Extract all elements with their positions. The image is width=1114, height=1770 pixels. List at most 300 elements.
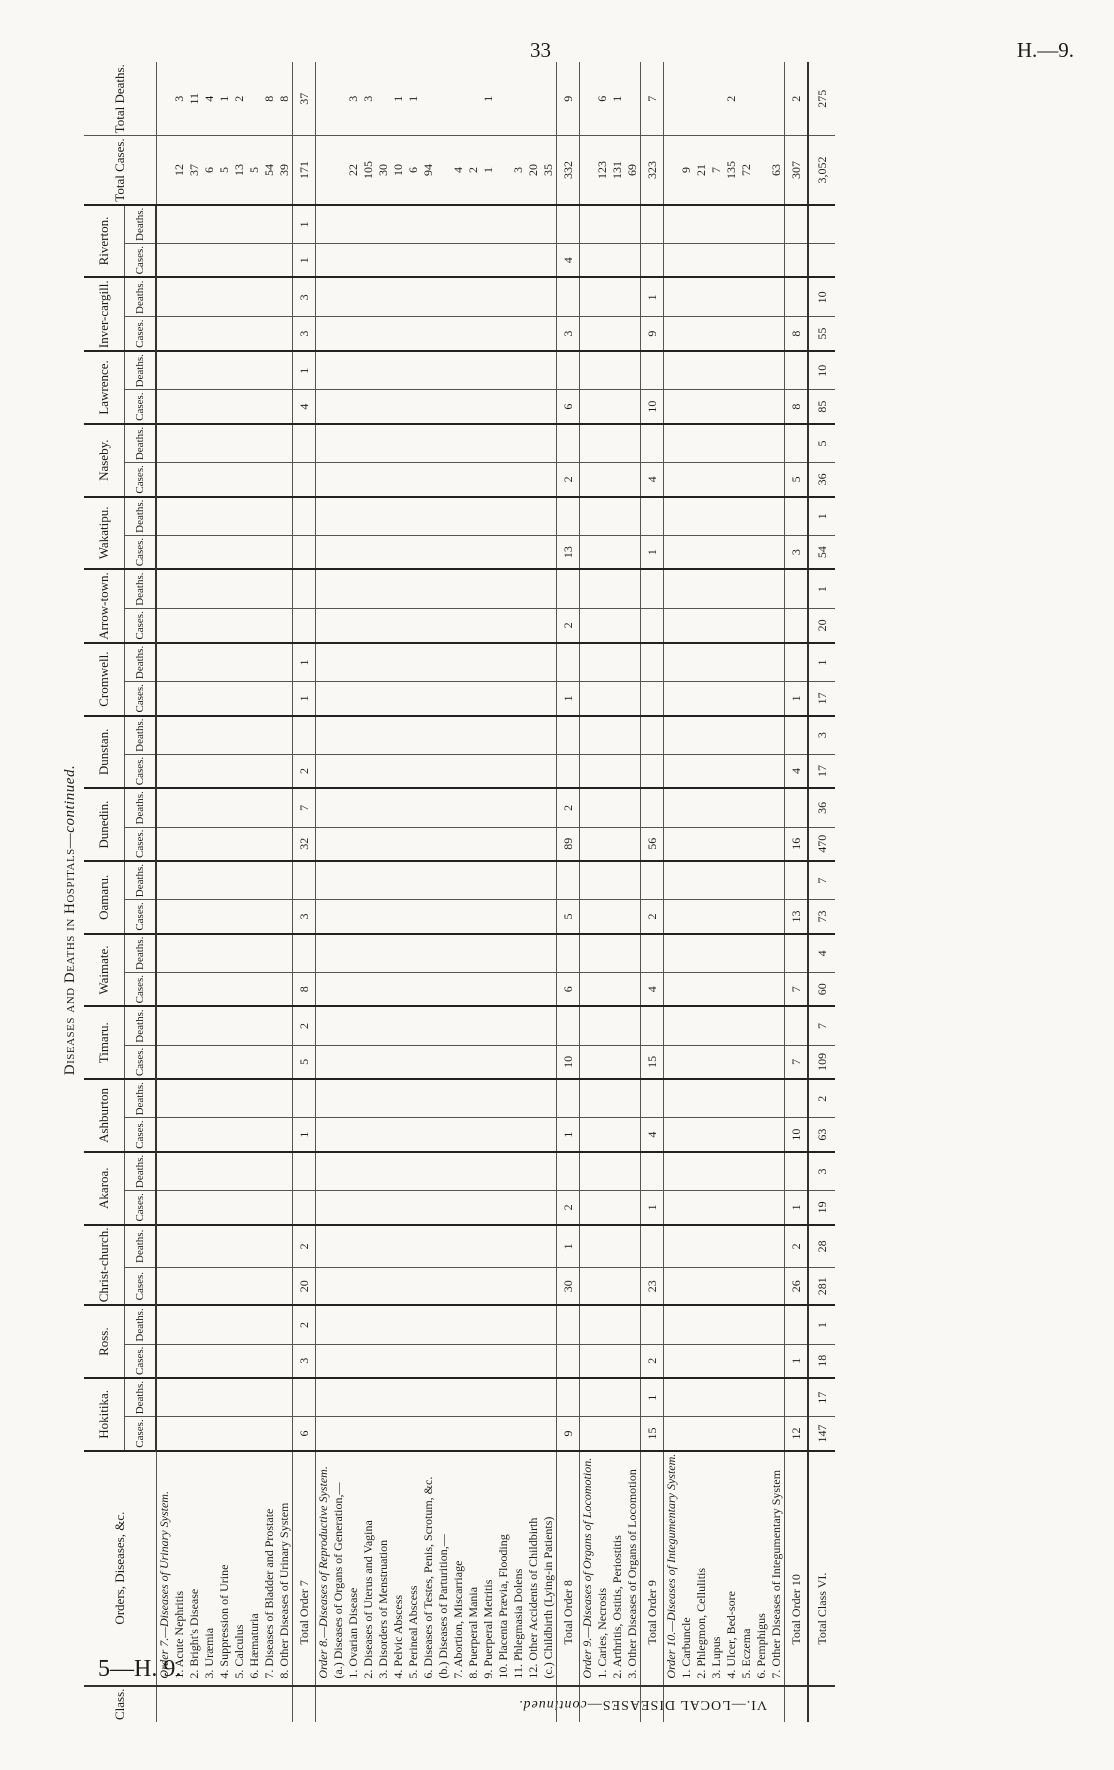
cases-cell [724,827,739,861]
cases-cell [187,1118,202,1152]
cases-cell [262,243,277,277]
cases-cell [724,317,739,351]
deaths-cell [481,934,496,973]
cases-cell [187,243,202,277]
class-cell [595,1686,610,1722]
total-deaths-cell: 4 [202,62,217,136]
cases-cell: 1 [641,1191,664,1225]
deaths-cell [361,1079,376,1118]
deaths-cell [625,788,641,827]
cases-cell [232,972,247,1006]
total-cases-cell: 10 [391,136,406,205]
table-row [679,62,694,1722]
table-row [316,62,332,1722]
deaths-cell [511,1152,526,1191]
deaths-cell [277,1305,293,1344]
deaths-cell [724,643,739,682]
deaths-cell [346,1152,361,1191]
cases-cell [610,900,625,934]
deaths-cell [156,1305,172,1344]
deaths-cell [724,1152,739,1191]
cases-cell [187,1191,202,1225]
cases-cell [709,754,724,788]
cases-cell [277,754,293,788]
table-row [421,62,436,1722]
deaths-cell [595,1378,610,1417]
deaths-cell [694,351,709,390]
cases-cell [406,754,421,788]
deaths-cell [511,1305,526,1344]
cases-cell [526,535,541,569]
cases-cell [754,1118,769,1152]
deaths-cell [331,205,346,244]
disease-label: 5. Eczema [739,1451,754,1686]
deaths-cell [481,1225,496,1268]
deaths-cell [331,277,346,316]
cases-cell: 4 [641,972,664,1006]
deaths-cell [277,497,293,536]
cases-cell [496,1417,511,1451]
deaths-cell [202,716,217,755]
total-cases-cell [331,136,346,205]
deaths-cell [421,1079,436,1118]
deaths-cell [262,1225,277,1268]
deaths-cell [232,861,247,900]
class-cell [391,1686,406,1722]
disease-label: 3. Lupus [709,1451,724,1686]
deaths-cell [541,1152,557,1191]
class-cell [466,1686,481,1722]
deaths-cell [511,351,526,390]
deaths-cell [421,569,436,608]
deaths-cell [526,788,541,827]
deaths-cell [610,716,625,755]
cases-cell [247,972,262,1006]
deaths-cell [172,424,187,463]
deaths-cell [187,643,202,682]
deaths-cell [406,1225,421,1268]
deaths-cell [694,1079,709,1118]
deaths-cell [172,1152,187,1191]
cases-cell [187,900,202,934]
deaths-cell [232,643,247,682]
deaths-cell [406,788,421,827]
deaths-cell [376,716,391,755]
disease-label: 1. Caries, Necrosis [595,1451,610,1686]
cases-cell [466,463,481,497]
deaths-cell: 10 [808,351,835,390]
deaths-cell [247,1378,262,1417]
deaths-cell: 36 [808,788,835,827]
class-cell [610,1686,625,1722]
deaths-cell [391,716,406,755]
deaths-cell [769,788,785,827]
cases-cell [595,754,610,788]
deaths-cell [406,1079,421,1118]
total-deaths-header: Total Deaths. [84,62,156,136]
deaths-cell [694,424,709,463]
table-row [496,62,511,1722]
deaths-cell [769,934,785,973]
deaths-cell [769,861,785,900]
cases-cell [436,900,451,934]
cases-cell [754,682,769,716]
deaths-cell [331,497,346,536]
deaths-cell [625,497,641,536]
deaths-cell [709,1378,724,1417]
deaths-cell [376,1378,391,1417]
cases-cell [694,243,709,277]
cases-cell [466,1118,481,1152]
cases-cell [724,1344,739,1378]
deaths-cell [679,1305,694,1344]
cases-cell [361,1417,376,1451]
cases-cell [526,1191,541,1225]
deaths-cell [595,1079,610,1118]
cases-cell [172,827,187,861]
total-cases-cell: 22 [346,136,361,205]
deaths-cell [641,1079,664,1118]
cases-cell [346,608,361,642]
deaths-cell [769,1006,785,1045]
deaths-subheader: Deaths. [125,788,157,827]
deaths-cell [262,205,277,244]
deaths-cell [436,716,451,755]
deaths-cell [346,351,361,390]
cases-cell [262,390,277,424]
cases-cell [724,608,739,642]
disease-label: 3. Other Diseases of Organs of Locomotion [625,1451,641,1686]
cases-cell [451,608,466,642]
disease-label: Total Order 7 [293,1451,316,1686]
deaths-cell [247,1225,262,1268]
deaths-cell [641,424,664,463]
deaths-cell [406,277,421,316]
class-cell [187,1686,202,1722]
deaths-cell [451,1225,466,1268]
deaths-cell [754,716,769,755]
deaths-cell [346,424,361,463]
cases-cell [316,682,332,716]
deaths-cell [187,277,202,316]
cases-cell: 12 [785,1417,809,1451]
deaths-cell [262,1079,277,1118]
cases-cell [202,390,217,424]
deaths-cell [232,424,247,463]
class-cell [808,1686,835,1722]
deaths-cell: 2 [293,1305,316,1344]
deaths-cell [625,1378,641,1417]
deaths-cell: 2 [293,1006,316,1045]
total-deaths-cell [694,62,709,136]
deaths-cell [496,861,511,900]
hospital-header: Dunstan. [84,716,125,789]
deaths-cell [451,569,466,608]
cases-cell [664,317,680,351]
deaths-cell [331,351,346,390]
cases-cell [172,390,187,424]
cases-cell [232,1045,247,1079]
deaths-cell [316,205,332,244]
cases-cell [172,1118,187,1152]
deaths-cell [217,861,232,900]
deaths-cell [754,861,769,900]
deaths-cell [466,1305,481,1344]
deaths-cell [316,277,332,316]
cases-cell [739,754,754,788]
table-row [526,62,541,1722]
deaths-cell [156,205,172,244]
cases-cell [709,900,724,934]
cases-cell [664,827,680,861]
deaths-cell [346,1006,361,1045]
deaths-subheader: Deaths. [125,205,157,244]
deaths-cell [262,1152,277,1191]
deaths-cell: 1 [808,497,835,536]
deaths-cell [247,1152,262,1191]
cases-cell [451,390,466,424]
cases-cell [694,1344,709,1378]
cases-cell [346,1118,361,1152]
cases-cell [625,608,641,642]
deaths-cell [679,1079,694,1118]
cases-cell [625,1417,641,1451]
deaths-cell [610,1152,625,1191]
deaths-cell [331,643,346,682]
cases-cell [769,390,785,424]
total-cases-cell [580,136,596,205]
cases-cell: 60 [808,972,835,1006]
total-deaths-cell [156,62,172,136]
cases-cell [739,1191,754,1225]
cases-cell [232,754,247,788]
cases-subheader: Cases. [125,1344,157,1378]
total-deaths-cell: 9 [557,62,580,136]
deaths-cell [247,861,262,900]
cases-cell: 1 [557,682,580,716]
hospital-header: Dunedin. [84,788,125,861]
cases-cell [406,972,421,1006]
deaths-cell [679,1378,694,1417]
table-caption [62,70,79,1770]
cases-cell [232,1268,247,1306]
cases-cell [496,317,511,351]
disease-label: Order 10.—Diseases of Integumentary System. [664,1451,680,1686]
cases-cell [610,682,625,716]
cases-cell: 3 [293,900,316,934]
cases-cell [694,608,709,642]
table-row [277,62,293,1722]
total-deaths-cell: 1 [481,62,496,136]
deaths-cell [709,424,724,463]
deaths-cell [232,569,247,608]
cases-cell [724,900,739,934]
class-cell [277,1686,293,1722]
deaths-cell [217,934,232,973]
cases-cell [641,682,664,716]
class-cell [785,1686,809,1722]
deaths-cell [641,205,664,244]
deaths-cell [739,934,754,973]
total-deaths-cell: 37 [293,62,316,136]
cases-cell [679,1191,694,1225]
deaths-cell [247,1305,262,1344]
cases-cell [316,463,332,497]
deaths-cell [361,1225,376,1268]
deaths-cell [376,1305,391,1344]
total-cases-cell: 63 [769,136,785,205]
class-cell [346,1686,361,1722]
cases-cell [172,608,187,642]
disease-label: 2. Arthritis, Ostitis, Periostitis [610,1451,625,1686]
cases-cell [421,463,436,497]
deaths-cell [156,277,172,316]
class-cell [769,1686,785,1722]
hospital-header: Oamaru. [84,861,125,934]
deaths-cell [247,424,262,463]
cases-cell: 7 [785,972,809,1006]
total-deaths-cell [664,62,680,136]
cases-cell [451,243,466,277]
cases-subheader: Cases. [125,682,157,716]
deaths-cell [436,569,451,608]
cases-cell [316,1045,332,1079]
cases-cell [466,535,481,569]
deaths-cell [481,1152,496,1191]
deaths-cell [694,497,709,536]
deaths-cell [496,1378,511,1417]
deaths-cell [625,716,641,755]
cases-cell [421,317,436,351]
deaths-cell [316,1079,332,1118]
deaths-cell: 3 [808,1152,835,1191]
deaths-cell [769,277,785,316]
cases-cell [769,243,785,277]
deaths-cell [709,277,724,316]
deaths-cell [625,1079,641,1118]
disease-label: 5. Calculus [232,1451,247,1686]
cases-cell [376,1045,391,1079]
total-deaths-cell [466,62,481,136]
cases-cell [172,1344,187,1378]
deaths-cell [557,861,580,900]
deaths-cell [785,1152,809,1191]
cases-cell [679,317,694,351]
cases-cell [481,682,496,716]
cases-cell [262,317,277,351]
cases-cell: 8 [785,390,809,424]
deaths-cell [391,277,406,316]
deaths-cell [391,861,406,900]
cases-cell [406,463,421,497]
deaths-cell: 7 [808,861,835,900]
deaths-cell [232,205,247,244]
disease-label: 4. Ulcer, Bed-sore [724,1451,739,1686]
deaths-cell [785,569,809,608]
cases-cell [679,1417,694,1451]
cases-cell [496,1191,511,1225]
deaths-cell [709,1152,724,1191]
deaths-cell [187,716,202,755]
deaths-cell [785,934,809,973]
deaths-cell [754,1378,769,1417]
deaths-cell [664,788,680,827]
cases-cell [436,682,451,716]
cases-cell [511,827,526,861]
cases-cell [331,1191,346,1225]
deaths-cell [679,643,694,682]
cases-cell [709,1191,724,1225]
table-row [202,62,217,1722]
deaths-cell [361,497,376,536]
deaths-cell [580,424,596,463]
deaths-cell [526,424,541,463]
cases-cell [526,608,541,642]
deaths-cell [739,277,754,316]
cases-cell: 8 [785,317,809,351]
deaths-cell [541,277,557,316]
cases-cell [625,1118,641,1152]
cases-cell [247,754,262,788]
deaths-cell [739,424,754,463]
cases-cell [610,1268,625,1306]
deaths-cell [406,716,421,755]
cases-cell: 1 [641,535,664,569]
deaths-cell [466,1225,481,1268]
deaths-cell [709,497,724,536]
cases-cell [156,1417,172,1451]
cases-cell [754,243,769,277]
deaths-cell [436,1225,451,1268]
deaths-cell [232,351,247,390]
deaths-cell [595,351,610,390]
deaths-cell [421,1006,436,1045]
cases-cell [262,682,277,716]
cases-cell [694,1118,709,1152]
deaths-cell [511,716,526,755]
cases-cell [202,317,217,351]
deaths-cell [679,1152,694,1191]
cases-cell [406,1045,421,1079]
table-row [541,62,557,1722]
cases-cell [172,535,187,569]
table-row [709,62,724,1722]
deaths-cell [202,861,217,900]
cases-cell: 23 [641,1268,664,1306]
cases-cell [421,535,436,569]
deaths-cell [625,351,641,390]
cases-cell [361,1045,376,1079]
cases-cell [436,1417,451,1451]
hospital-header: Ross. [84,1305,125,1378]
deaths-cell [156,934,172,973]
deaths-cell [511,788,526,827]
deaths-cell [641,934,664,973]
deaths-cell [277,351,293,390]
cases-cell [664,754,680,788]
deaths-cell [724,277,739,316]
cases-cell [694,1045,709,1079]
total-deaths-cell: 275 [808,62,835,136]
deaths-cell [679,934,694,973]
cases-cell [511,972,526,1006]
deaths-cell [580,643,596,682]
disease-label: 6. Diseases of Testes, Penis, Scrotum, &c. [421,1451,436,1686]
deaths-cell [247,716,262,755]
cases-cell [316,900,332,934]
cases-cell [769,972,785,1006]
cases-cell [156,754,172,788]
